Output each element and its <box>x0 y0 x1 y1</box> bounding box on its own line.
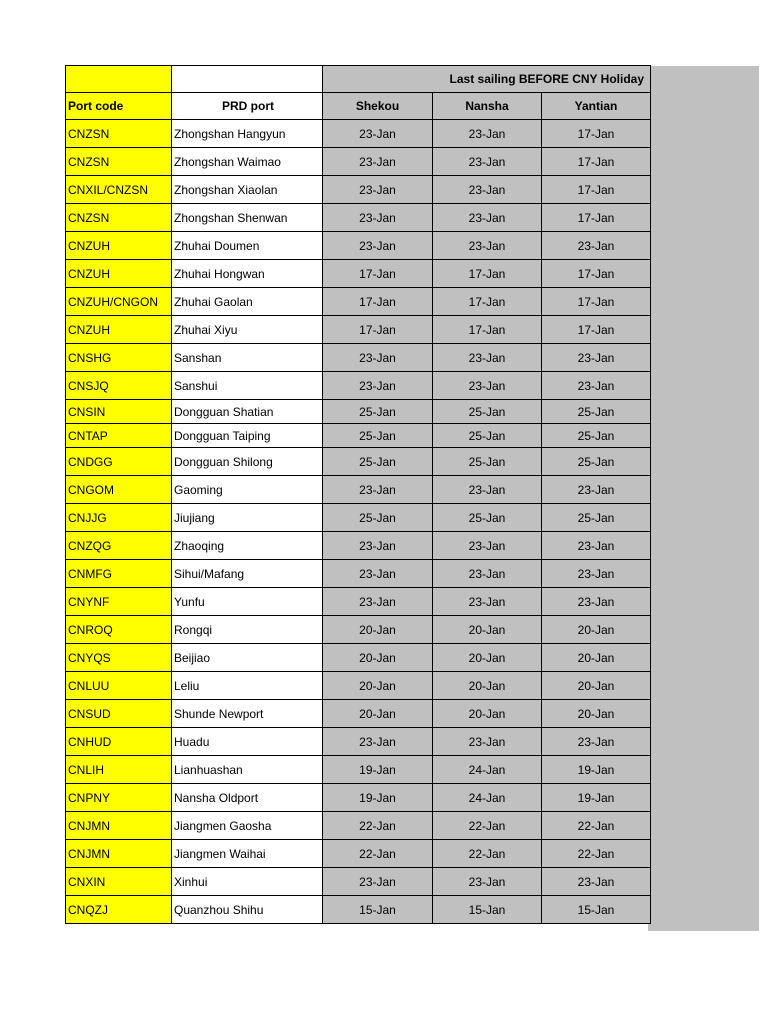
cell-yantian-date[interactable]: 22-Jan <box>542 840 651 868</box>
cell-shekou-date[interactable]: 17-Jan <box>323 288 433 316</box>
cell-shekou-date[interactable]: 17-Jan <box>323 260 433 288</box>
table-row <box>66 232 651 260</box>
cell-shekou-date[interactable]: 22-Jan <box>323 840 433 868</box>
cell-port-code[interactable]: CNJMN <box>66 840 172 868</box>
cell-shekou-date[interactable]: 23-Jan <box>323 120 433 148</box>
cell-prd-port[interactable]: Zhaoqing <box>172 532 323 560</box>
table-row <box>66 728 651 756</box>
cell-yantian-date[interactable]: 19-Jan <box>542 784 651 812</box>
header-yantian[interactable]: Yantian <box>542 93 651 120</box>
cell-port-code[interactable]: CNMFG <box>66 560 172 588</box>
table-row <box>66 260 651 288</box>
table-row <box>66 400 651 424</box>
cell-nansha-date[interactable]: 25-Jan <box>433 424 542 448</box>
cell-yantian-date[interactable]: 23-Jan <box>542 344 651 372</box>
cell-nansha-date[interactable]: 23-Jan <box>433 868 542 896</box>
cell-nansha-date[interactable]: 20-Jan <box>433 616 542 644</box>
table-row <box>66 532 651 560</box>
cell-port-code[interactable]: CNROQ <box>66 616 172 644</box>
header-prd-port[interactable]: PRD port <box>172 93 323 120</box>
cell-shekou-date[interactable]: 20-Jan <box>323 644 433 672</box>
cell-prd-port[interactable]: Zhongshan Waimao <box>172 148 323 176</box>
cell-shekou-date[interactable]: 20-Jan <box>323 700 433 728</box>
cell-yantian-date[interactable]: 25-Jan <box>542 400 651 424</box>
cell-nansha-date[interactable]: 15-Jan <box>433 896 542 924</box>
cell-nansha-date[interactable]: 23-Jan <box>433 728 542 756</box>
cell-port-code[interactable]: CNZQG <box>66 532 172 560</box>
cell-nansha-date[interactable]: 24-Jan <box>433 756 542 784</box>
cell-port-code[interactable]: CNSJQ <box>66 372 172 400</box>
cell-yantian-date[interactable]: 17-Jan <box>542 316 651 344</box>
cell-prd-port[interactable]: Jiangmen Waihai <box>172 840 323 868</box>
cell-nansha-date[interactable]: 20-Jan <box>433 700 542 728</box>
cell-port-code[interactable]: CNDGG <box>66 448 172 476</box>
cell-nansha-date[interactable]: 17-Jan <box>433 316 542 344</box>
cell-shekou-date[interactable]: 17-Jan <box>323 316 433 344</box>
cell-nansha-date[interactable]: 23-Jan <box>433 176 542 204</box>
cell-shekou-date[interactable]: 23-Jan <box>323 344 433 372</box>
cell-prd-port[interactable]: Jiangmen Gaosha <box>172 812 323 840</box>
cell-port-code[interactable]: CNGOM <box>66 476 172 504</box>
cell-prd-port[interactable]: Zhongshan Xiaolan <box>172 176 323 204</box>
cell-nansha-date[interactable]: 17-Jan <box>433 260 542 288</box>
table-row <box>66 756 651 784</box>
cell-nansha-date[interactable]: 22-Jan <box>433 812 542 840</box>
table-row <box>66 784 651 812</box>
cell-yantian-date[interactable]: 23-Jan <box>542 372 651 400</box>
cell-nansha-date[interactable]: 23-Jan <box>433 476 542 504</box>
header-row <box>66 93 651 120</box>
table-row <box>66 700 651 728</box>
cell-shekou-date[interactable]: 19-Jan <box>323 756 433 784</box>
cell-port-code[interactable]: CNYNF <box>66 588 172 616</box>
table-row <box>66 616 651 644</box>
cell-prd-port[interactable]: Jiujiang <box>172 504 323 532</box>
cell-yantian-date[interactable]: 22-Jan <box>542 812 651 840</box>
cell-prd-port[interactable]: Dongguan Taiping <box>172 424 323 448</box>
cell-nansha-date[interactable]: 23-Jan <box>433 532 542 560</box>
cell-prd-port[interactable]: Lianhuashan <box>172 756 323 784</box>
cell-shekou-date[interactable]: 23-Jan <box>323 232 433 260</box>
cell-port-code[interactable]: CNSUD <box>66 700 172 728</box>
cell-port-code[interactable]: CNLIH <box>66 756 172 784</box>
cell-port-code[interactable]: CNJJG <box>66 504 172 532</box>
table-row <box>66 204 651 232</box>
cell-shekou-date[interactable]: 25-Jan <box>323 448 433 476</box>
cell-shekou-date[interactable]: 23-Jan <box>323 588 433 616</box>
cell-yantian-date[interactable]: 19-Jan <box>542 756 651 784</box>
cell-yantian-date[interactable]: 23-Jan <box>542 588 651 616</box>
cell-yantian-date[interactable]: 15-Jan <box>542 896 651 924</box>
cell-port-code[interactable]: CNQZJ <box>66 896 172 924</box>
cell-nansha-date[interactable]: 23-Jan <box>433 588 542 616</box>
cell-yantian-date[interactable]: 20-Jan <box>542 616 651 644</box>
cell-port-code[interactable]: CNPNY <box>66 784 172 812</box>
cell-yantian-date[interactable]: 23-Jan <box>542 868 651 896</box>
cell-prd-port[interactable]: Nansha Oldport <box>172 784 323 812</box>
cell-shekou-date[interactable]: 20-Jan <box>323 616 433 644</box>
cell-port-code[interactable]: CNSHG <box>66 344 172 372</box>
cell-shekou-date[interactable]: 20-Jan <box>323 672 433 700</box>
cell-prd-port[interactable]: Zhuhai Gaolan <box>172 288 323 316</box>
cell-nansha-date[interactable]: 20-Jan <box>433 672 542 700</box>
table-row <box>66 896 651 924</box>
cell-prd-port[interactable]: Sihui/Mafang <box>172 560 323 588</box>
cell-port-code[interactable]: CNTAP <box>66 424 172 448</box>
cell-shekou-date[interactable]: 23-Jan <box>323 176 433 204</box>
cell-yantian-date[interactable]: 17-Jan <box>542 176 651 204</box>
cell-nansha-date[interactable]: 23-Jan <box>433 204 542 232</box>
blank-white-cell[interactable] <box>172 66 323 93</box>
cell-nansha-date[interactable]: 23-Jan <box>433 344 542 372</box>
cell-yantian-date[interactable]: 17-Jan <box>542 260 651 288</box>
cell-shekou-date[interactable]: 23-Jan <box>323 476 433 504</box>
table-row <box>66 344 651 372</box>
cell-prd-port[interactable]: Beijiao <box>172 644 323 672</box>
cell-shekou-date[interactable]: 15-Jan <box>323 896 433 924</box>
cell-port-code[interactable]: CNZUH <box>66 260 172 288</box>
cell-port-code[interactable]: CNLUU <box>66 672 172 700</box>
table-row <box>66 840 651 868</box>
cell-nansha-date[interactable]: 25-Jan <box>433 400 542 424</box>
cny-sailing-table <box>65 65 651 924</box>
table-row <box>66 644 651 672</box>
cell-nansha-date[interactable]: 24-Jan <box>433 784 542 812</box>
cell-shekou-date[interactable]: 23-Jan <box>323 868 433 896</box>
cell-nansha-date[interactable]: 23-Jan <box>433 560 542 588</box>
cell-nansha-date[interactable]: 17-Jan <box>433 288 542 316</box>
cell-nansha-date[interactable]: 25-Jan <box>433 504 542 532</box>
cell-prd-port[interactable]: Yunfu <box>172 588 323 616</box>
cell-yantian-date[interactable]: 23-Jan <box>542 532 651 560</box>
cell-yantian-date[interactable]: 23-Jan <box>542 476 651 504</box>
cell-prd-port[interactable]: Zhuhai Doumen <box>172 232 323 260</box>
table-row <box>66 424 651 448</box>
table-title[interactable]: Last sailing BEFORE CNY Holiday <box>323 66 651 93</box>
cell-prd-port[interactable]: Sanshan <box>172 344 323 372</box>
table-row <box>66 504 651 532</box>
cell-prd-port[interactable]: Rongqi <box>172 616 323 644</box>
cell-shekou-date[interactable]: 23-Jan <box>323 560 433 588</box>
cell-prd-port[interactable]: Zhuhai Hongwan <box>172 260 323 288</box>
cell-shekou-date[interactable]: 23-Jan <box>323 204 433 232</box>
cell-yantian-date[interactable]: 25-Jan <box>542 424 651 448</box>
table-row <box>66 560 651 588</box>
cell-yantian-date[interactable]: 17-Jan <box>542 148 651 176</box>
cell-prd-port[interactable]: Shunde Newport <box>172 700 323 728</box>
cell-shekou-date[interactable]: 23-Jan <box>323 728 433 756</box>
cell-port-code[interactable]: CNZUH <box>66 316 172 344</box>
cell-port-code[interactable]: CNZUH <box>66 232 172 260</box>
title-row <box>66 66 651 93</box>
cell-prd-port[interactable]: Gaoming <box>172 476 323 504</box>
cell-port-code[interactable]: CNJMN <box>66 812 172 840</box>
header-nansha[interactable]: Nansha <box>433 93 542 120</box>
cell-nansha-date[interactable]: 25-Jan <box>433 448 542 476</box>
table-row <box>66 288 651 316</box>
cell-shekou-date[interactable]: 25-Jan <box>323 400 433 424</box>
cell-prd-port[interactable]: Dongguan Shatian <box>172 400 323 424</box>
cell-prd-port[interactable]: Zhongshan Hangyun <box>172 120 323 148</box>
cell-shekou-date[interactable]: 22-Jan <box>323 812 433 840</box>
header-port-code[interactable]: Port code <box>66 93 172 120</box>
cell-shekou-date[interactable]: 23-Jan <box>323 372 433 400</box>
cell-prd-port[interactable]: Zhongshan Shenwan <box>172 204 323 232</box>
cell-yantian-date[interactable]: 25-Jan <box>542 448 651 476</box>
cell-port-code[interactable]: CNSIN <box>66 400 172 424</box>
cell-yantian-date[interactable]: 20-Jan <box>542 700 651 728</box>
cell-yantian-date[interactable]: 20-Jan <box>542 672 651 700</box>
table-row <box>66 120 651 148</box>
cell-yantian-date[interactable]: 23-Jan <box>542 728 651 756</box>
table-row <box>66 588 651 616</box>
table-row <box>66 372 651 400</box>
cell-prd-port[interactable]: Huadu <box>172 728 323 756</box>
header-shekou[interactable]: Shekou <box>323 93 433 120</box>
table-row <box>66 176 651 204</box>
cell-shekou-date[interactable]: 23-Jan <box>323 532 433 560</box>
cell-shekou-date[interactable]: 25-Jan <box>323 424 433 448</box>
cell-port-code[interactable]: CNXIN <box>66 868 172 896</box>
cell-port-code[interactable]: CNZSN <box>66 204 172 232</box>
cell-nansha-date[interactable]: 23-Jan <box>433 232 542 260</box>
cell-shekou-date[interactable]: 19-Jan <box>323 784 433 812</box>
cell-shekou-date[interactable]: 25-Jan <box>323 504 433 532</box>
cell-port-code[interactable]: CNHUD <box>66 728 172 756</box>
cell-prd-port[interactable]: Xinhui <box>172 868 323 896</box>
cell-nansha-date[interactable]: 22-Jan <box>433 840 542 868</box>
cell-prd-port[interactable]: Sanshui <box>172 372 323 400</box>
cell-prd-port[interactable]: Quanzhou Shihu <box>172 896 323 924</box>
table-row <box>66 672 651 700</box>
table-row <box>66 448 651 476</box>
cell-port-code[interactable]: CNXIL/CNZSN <box>66 176 172 204</box>
table-row <box>66 868 651 896</box>
cell-nansha-date[interactable]: 23-Jan <box>433 120 542 148</box>
cell-yantian-date[interactable]: 17-Jan <box>542 288 651 316</box>
cell-nansha-date[interactable]: 20-Jan <box>433 644 542 672</box>
cell-yantian-date[interactable]: 17-Jan <box>542 120 651 148</box>
cell-yantian-date[interactable]: 25-Jan <box>542 504 651 532</box>
cell-port-code[interactable]: CNZUH/CNGON <box>66 288 172 316</box>
cell-shekou-date[interactable]: 23-Jan <box>323 148 433 176</box>
cell-port-code[interactable]: CNZSN <box>66 120 172 148</box>
cell-yantian-date[interactable]: 20-Jan <box>542 644 651 672</box>
table-row <box>66 316 651 344</box>
cell-prd-port[interactable]: Zhuhai Xiyu <box>172 316 323 344</box>
cell-port-code[interactable]: CNYQS <box>66 644 172 672</box>
blank-yellow-cell[interactable] <box>66 66 172 93</box>
cell-prd-port[interactable]: Leliu <box>172 672 323 700</box>
table-row <box>66 148 651 176</box>
sheet-gray-area <box>648 66 759 931</box>
cell-yantian-date[interactable]: 23-Jan <box>542 232 651 260</box>
cell-nansha-date[interactable]: 23-Jan <box>433 148 542 176</box>
table-row <box>66 476 651 504</box>
cell-port-code[interactable]: CNZSN <box>66 148 172 176</box>
table-row <box>66 812 651 840</box>
cell-yantian-date[interactable]: 23-Jan <box>542 560 651 588</box>
cell-yantian-date[interactable]: 17-Jan <box>542 204 651 232</box>
cell-nansha-date[interactable]: 23-Jan <box>433 372 542 400</box>
cell-prd-port[interactable]: Dongguan Shilong <box>172 448 323 476</box>
